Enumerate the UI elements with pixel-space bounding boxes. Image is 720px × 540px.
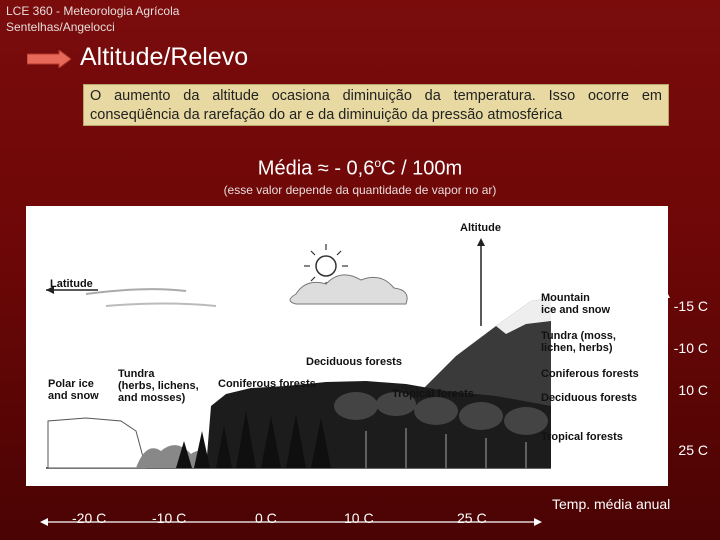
formula-prefix: Média ≈ - 0,6: [257, 157, 375, 180]
degree-symbol: o: [374, 156, 382, 170]
slide-title: Altitude/Relevo: [80, 43, 249, 71]
authors: Sentelhas/Angelocci: [6, 20, 115, 34]
info-text: O aumento da altitude ocasiona diminuição da temperatura. Isso ocorre em conseqüência da rarefação do ar e da diminuição da pressão atmosférica: [90, 88, 662, 123]
lapse-rate-formula: [0, 156, 720, 181]
bottom-temp-label: 0 C: [255, 510, 277, 526]
lat-zone-deciduous: Deciduous forests: [306, 356, 402, 368]
cloud-icon: [290, 275, 407, 304]
alt-zone-mountain: Mountain ice and snow: [541, 292, 611, 316]
side-temp-label: 25 C: [678, 442, 708, 458]
lat-zone-polar: Polar ice and snow: [48, 378, 99, 402]
altitude-label: Altitude: [460, 222, 501, 234]
alt-zone-tundra: Tundra (moss, lichen, herbs): [541, 330, 616, 354]
side-temp-label: -15 C: [673, 298, 708, 314]
latitude-label: Latitude: [50, 278, 93, 290]
temp-axis-label: Temp. média anual: [552, 496, 671, 512]
formula-suffix: C / 100m: [381, 157, 463, 180]
lat-zone-tundra: Tundra (herbs, lichens, and mosses): [118, 368, 199, 404]
bottom-temp-label: 10 C: [344, 510, 374, 526]
temperature-side-arrow: [656, 290, 686, 475]
side-temp-label: -10 C: [673, 340, 708, 356]
bottom-temp-label: -20 C: [72, 510, 107, 526]
info-box: [83, 84, 669, 126]
alt-zone-deciduous: Deciduous forests: [541, 392, 637, 404]
temperature-axis-arrow: [40, 517, 542, 527]
right-arrow-icon: [27, 50, 71, 68]
side-temp-label: 10 C: [678, 382, 708, 398]
formula-note: (esse valor depende da quantidade de vapor no ar): [223, 183, 497, 197]
vegetation-zones-diagram: [26, 206, 668, 486]
lat-zone-tropical: Tropical forests: [392, 388, 474, 400]
course-title: LCE 360 - Meteorologia Agrícola: [6, 4, 180, 18]
bottom-temp-label: -10 C: [152, 510, 187, 526]
alt-zone-tropical: Tropical forests: [541, 431, 623, 443]
bottom-temp-label: 25 C: [457, 510, 487, 526]
alt-zone-coniferous: Coniferous forests: [541, 368, 639, 380]
lat-zone-coniferous: Coniferous forests: [218, 378, 316, 390]
